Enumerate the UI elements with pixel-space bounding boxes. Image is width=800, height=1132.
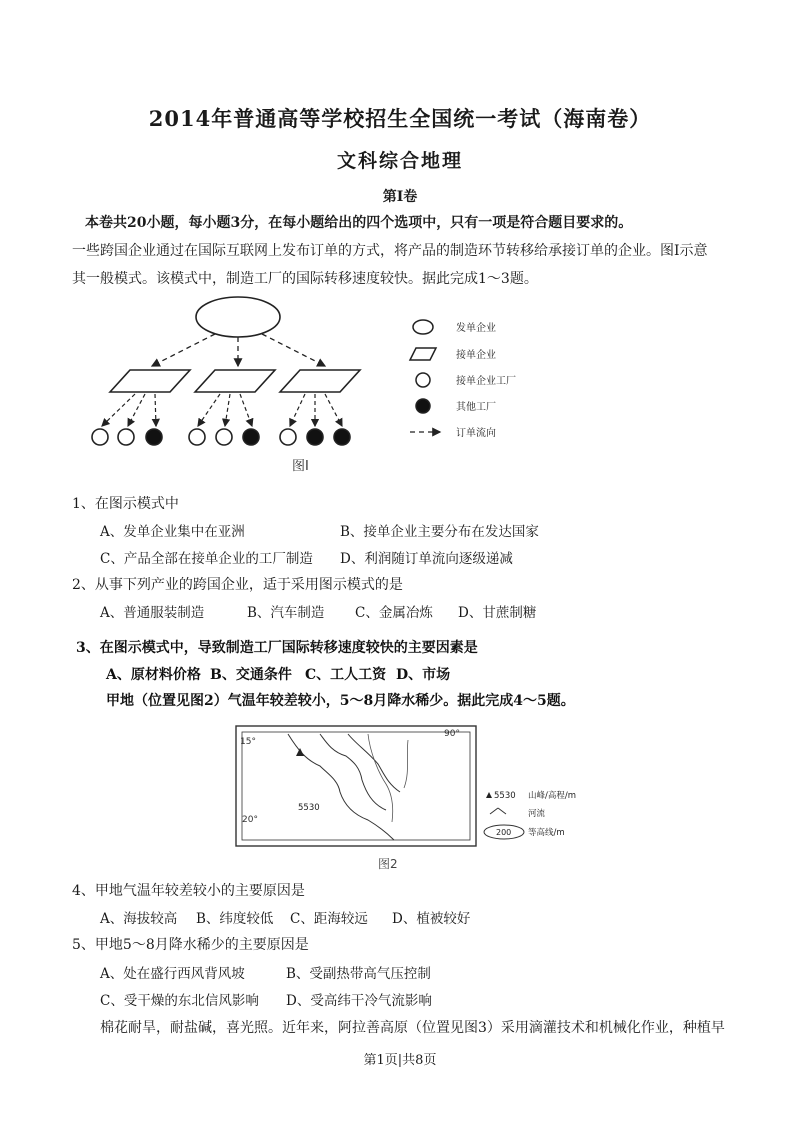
q1-option-b: B、接单企业主要分布在发达国家	[340, 524, 539, 540]
intro-3: 棉花耐旱，耐盐碱，喜光照。近年来，阿拉善高原（位置见图3）采用滴灌技术和机械化作业，种植早	[100, 1020, 725, 1036]
q2-option-b: B、汽车制造	[247, 605, 325, 621]
instruction-text: 本卷共20小题，每小题3分，在每小题给出的四个选项中，只有一项是符合题目要求的。	[85, 215, 633, 231]
legend-peak-text: 山峰/高程/m	[528, 791, 577, 801]
page-footer: 第1页|共8页	[363, 1053, 437, 1068]
legend-contour-value: 200	[496, 828, 512, 837]
legend-filled-circle-icon	[416, 399, 430, 413]
q4-option-c: C、距海较远	[290, 911, 368, 927]
lon-label-right: 90°	[444, 729, 460, 739]
figure-1-caption: 图Ⅰ	[292, 459, 309, 474]
q4-option-d: D、植被较好	[392, 911, 471, 927]
legend-open-circle-icon	[416, 373, 430, 387]
q3-option-a: A、原材料价格	[106, 667, 201, 683]
figure-1-legend	[410, 320, 516, 439]
legend-river-text: 河流	[528, 809, 546, 819]
q3-option-b: B、交通条件	[210, 667, 292, 683]
q1-option-c: C、产品全部在接单企业的工厂制造	[100, 551, 313, 567]
q5-option-c: C、受干燥的东北信风影响	[100, 993, 259, 1009]
question-5-stem: 5、甲地5～8月降水稀少的主要原因是	[72, 937, 309, 953]
q1-option-d: D、利润随订单流向逐级递减	[340, 551, 513, 567]
contractor-parallelograms	[110, 370, 360, 392]
legend-contour-text: 等高线/m	[528, 828, 565, 838]
page-subtitle: 文科综合地理	[336, 150, 463, 172]
figure-2-legend	[484, 790, 576, 839]
question-3-stem: 3、在图示模式中，导致制造工厂国际转移速度较快的主要因素是	[76, 640, 478, 656]
question-1-stem: 1、在图示模式中	[72, 496, 179, 512]
figure-2-caption: 图2	[378, 857, 398, 871]
question-4-stem: 4、甲地气温年较差较小的主要原因是	[72, 883, 305, 899]
map-peak-label: 5530	[298, 803, 320, 813]
legend-other-factory: 其他工厂	[456, 402, 496, 413]
q4-option-a: A、海拔较高	[100, 911, 178, 927]
intro-line-2: 其一般模式。该模式中，制造工厂的国际转移速度较快。据此完成1～3题。	[72, 271, 538, 287]
q5-option-a: A、处在盛行西风背风坡	[100, 966, 245, 982]
figure-2-map	[228, 722, 608, 872]
legend-order-flow: 订单流向	[456, 428, 496, 439]
q5-option-d: D、受高纬干冷气流影响	[286, 993, 432, 1009]
page-title: 2014年普通高等学校招生全国统一考试（海南卷）	[148, 106, 652, 131]
q3-option-d: D、市场	[396, 667, 451, 683]
question-2-stem: 2、从事下列产业的跨国企业，适于采用图示模式的是	[72, 577, 403, 593]
legend-contractor-factory: 接单企业工厂	[456, 376, 516, 387]
q2-option-d: D、甘蔗制糖	[458, 605, 537, 621]
legend-contractor: 接单企业	[456, 350, 496, 361]
q4-option-b: B、纬度较低	[196, 911, 274, 927]
order-flow-arrows-top	[152, 334, 325, 366]
issuer-ellipse	[196, 297, 280, 337]
legend-peak-value: 5530	[494, 791, 516, 801]
legend-river-icon	[490, 808, 506, 814]
q2-option-a: A、普通服装制造	[100, 605, 205, 621]
lat-label-top: 15°	[240, 737, 256, 747]
q3-option-c: C、工人工资	[305, 667, 387, 683]
intro-2: 甲地（位置见图2）气温年较差较小，5～8月降水稀少。据此完成4～5题。	[106, 693, 575, 709]
part-label: 第Ⅰ卷	[382, 189, 418, 205]
legend-issuer: 发单企业	[456, 323, 496, 334]
legend-ellipse-icon	[413, 320, 433, 334]
q2-option-c: C、金属冶炼	[355, 605, 433, 621]
q1-option-a: A、发单企业集中在亚洲	[100, 524, 245, 540]
q5-option-b: B、受副热带高气压控制	[286, 966, 431, 982]
legend-peak-icon	[486, 792, 492, 798]
figure-1-diagram	[80, 292, 540, 482]
legend-parallelogram-icon	[410, 348, 436, 360]
intro-line-1: 一些跨国企业通过在国际互联网上发布订单的方式，将产品的制造环节转移给承接订单的企业。图Ⅰ示意	[72, 243, 708, 259]
factory-circles	[92, 429, 350, 445]
order-flow-arrows-bottom	[102, 394, 342, 426]
lat-label-bottom: 20°	[242, 815, 258, 825]
